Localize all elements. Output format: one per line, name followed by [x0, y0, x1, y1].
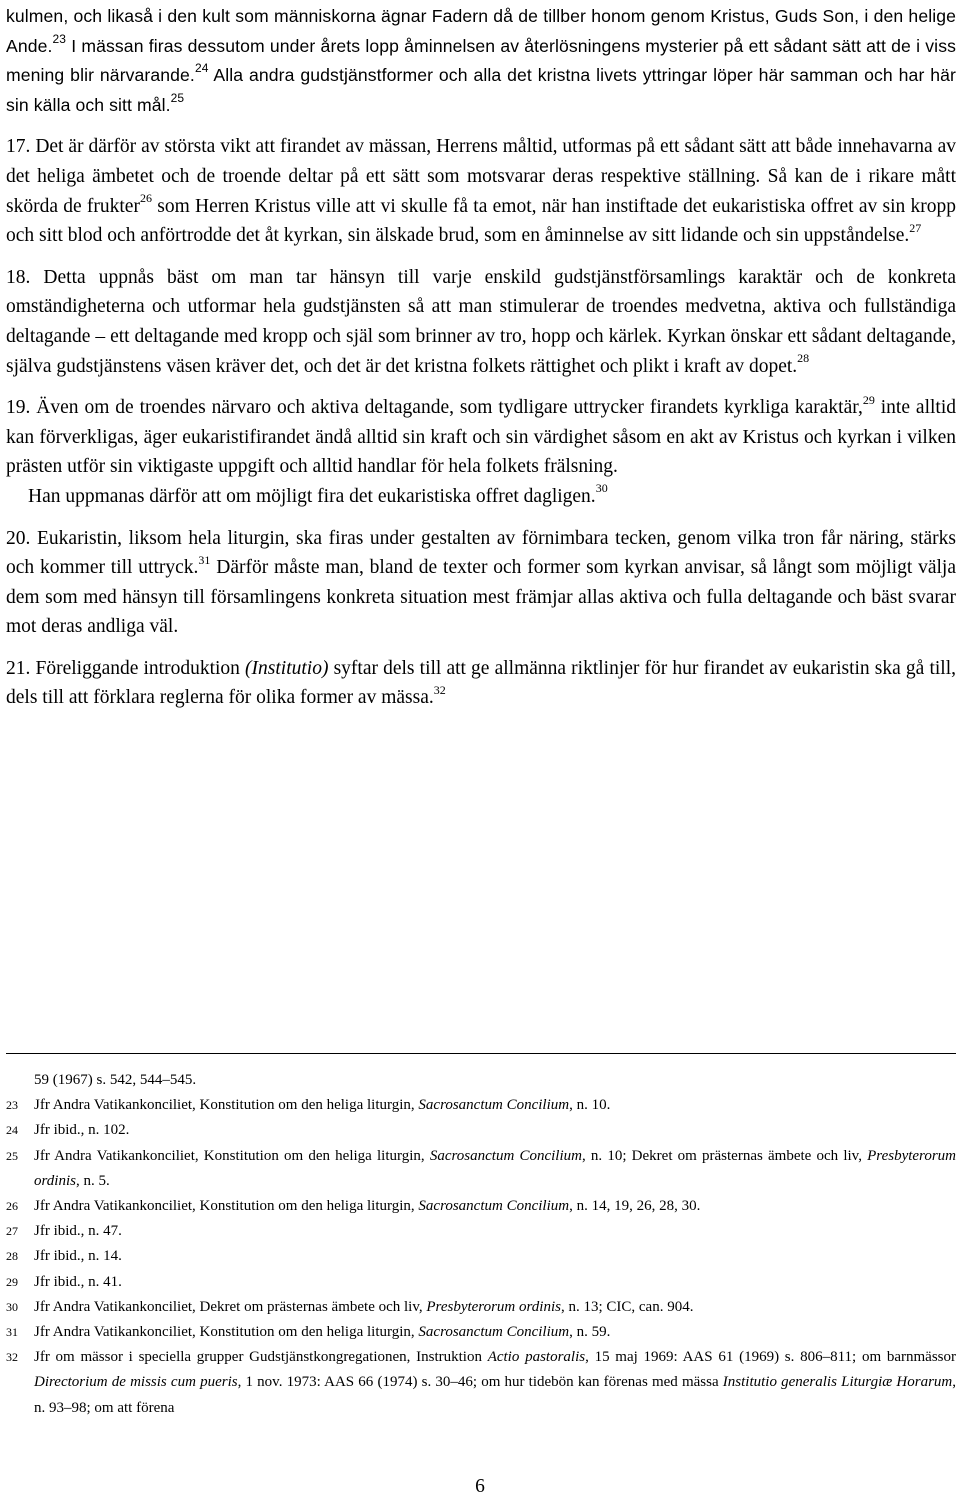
- italic-text: Sacrosanctum Concilium: [418, 1097, 570, 1114]
- footnote-text: [34, 1068, 956, 1093]
- footnote: [6, 1219, 956, 1244]
- footnote-text: [34, 1270, 956, 1295]
- paragraph-19-indent: [6, 482, 956, 512]
- text-run: 59 (1967) s. 542, 544–545.: [34, 1072, 197, 1088]
- footnote-text: [34, 1118, 956, 1143]
- text-run: , n. 13; CIC, can. 904.: [560, 1298, 694, 1315]
- footnote-number: 31: [6, 1325, 18, 1340]
- footnote-number: [6, 1068, 34, 1093]
- text-run: Jfr ibid., n. 41.: [34, 1273, 122, 1290]
- footnote-number: 23: [6, 1098, 18, 1113]
- paragraph-17: [6, 132, 956, 250]
- text-run: Jfr Andra Vatikankonciliet, Dekret om prästernas ämbete och liv,: [34, 1298, 427, 1315]
- footnote-ref: 29: [862, 392, 875, 407]
- footnote: [6, 1118, 956, 1143]
- footnote-ref: 31: [198, 552, 211, 567]
- footnote-number: 30: [6, 1299, 18, 1314]
- footnote-text: [34, 1244, 956, 1269]
- text-run: 21. Föreliggande introduktion: [6, 657, 246, 679]
- text-run: , 15 maj 1969: AAS 61 (1969) s. 806–811; om barnmässor: [585, 1349, 957, 1366]
- text-run: Jfr Andra Vatikankonciliet, Konstitution om den heliga liturgin,: [34, 1324, 419, 1341]
- paragraph-16-cont: [6, 2, 956, 120]
- text-run: , n. 10; Dekret om prästernas ämbete och liv,: [581, 1147, 868, 1164]
- text-run: 17. Det är därför av största vikt att firandet av mässan, Herrens måltid, utformas på ett sådant sätt att både innehavarna av det heliga ämbetet och de troende deltar på ett sätt som motsvarar deras respektive ställning.: [6, 136, 956, 187]
- footnote: [6, 1068, 956, 1093]
- footnote-number: 29: [6, 1274, 18, 1289]
- footnote-ref: 32: [433, 682, 446, 697]
- italic-text: Directorium de missis cum pueris: [34, 1374, 238, 1391]
- paragraph-19: [6, 393, 956, 482]
- footnote: [6, 1244, 956, 1269]
- footnote-text: [34, 1345, 956, 1421]
- footnote-text: [34, 1320, 956, 1345]
- italic-text: Institutio generalis Liturgiæ Horarum: [722, 1374, 953, 1391]
- text-run: Jfr om mässor i speciella grupper Gudstjänstkongregationen, Instruktion: [34, 1349, 488, 1366]
- italic-text: Sacrosanctum Concilium: [418, 1324, 570, 1341]
- text-run: Jfr Andra Vatikankonciliet, Konstitution om den heliga liturgin,: [34, 1097, 419, 1114]
- footnote-ref: 30: [595, 481, 608, 496]
- main-text: [6, 2, 956, 713]
- text-run: 18. Detta uppnås bäst om man tar hänsyn till varje enskild gudstjänstförsamlings karaktär och de konkreta omständigheterna och utformar hela gudstjänsten så att man stimulerar de troendes medvetna, aktiva och fullständiga deltagande – ett deltagande med kropp och själ som brinner av tro, hopp och kärlek. Kyrkan önskar ett sådant deltagande, själva gudstjänstens väsen kräver det, och det är det kristna folkets rättighet och plikt i kraft av dopet.: [6, 266, 956, 377]
- text-run: Jfr ibid., n. 14.: [34, 1248, 122, 1265]
- text-run: Jfr ibid., n. 102.: [34, 1122, 130, 1139]
- footnote-ref: 26: [139, 191, 152, 206]
- footnote-text: [34, 1093, 956, 1118]
- text-run: syftar dels till att ge allmänna riktlinjer för hur firandet av eukaristin ska gå till, dels till att förklara reglerna för olika former av mässa.: [6, 657, 956, 709]
- italic-text: Sacrosanctum Concilium: [429, 1147, 582, 1164]
- text-run: Han uppmanas därför att om möjligt fira det eukaristiska offret dagligen.: [28, 485, 596, 507]
- footnote-number: 32: [6, 1350, 18, 1365]
- italic-text: Sacrosanctum Concilium: [418, 1198, 570, 1215]
- text-run: Jfr Andra Vatikankonciliet, Konstitution om den heliga liturgin,: [34, 1147, 430, 1164]
- text-run: , n. 93–98; om att förena: [34, 1374, 956, 1416]
- footnote-text: [34, 1295, 956, 1320]
- footnote-number: 26: [6, 1199, 18, 1214]
- italic-text: Actio pastoralis: [487, 1349, 586, 1366]
- text-run: , 1 nov. 1973: AAS 66 (1974) s. 30–46; om hur tidebön kan förenas med mässa: [237, 1374, 723, 1391]
- footnote-ref: 27: [909, 220, 922, 235]
- text-run: , n. 10.: [569, 1097, 611, 1114]
- text-run: , n. 5.: [75, 1172, 110, 1189]
- footnote-ref: 23: [52, 31, 67, 46]
- italic-text: (Institutio): [245, 657, 329, 679]
- paragraph-18: [6, 263, 956, 381]
- footnote: [6, 1093, 956, 1118]
- text-run: som Herren Kristus ville att vi skulle få ta emot, när han instiftade det eukaristiska offret av sin kropp och sitt blod och anförtrodde det åt kyrkan, sin älskade brud, som en åminnelse av sitt lidande och sin uppståndelse.: [6, 195, 956, 247]
- text-run: , n. 14, 19, 26, 28, 30.: [569, 1198, 701, 1215]
- paragraph-21: [6, 654, 956, 713]
- footnote-ref: 28: [797, 351, 810, 366]
- footnote-text: [34, 1219, 956, 1244]
- text-run: Jfr ibid., n. 47.: [34, 1223, 122, 1240]
- text-run: 20. Eukaristin, liksom hela liturgin, ska firas under gestalten av förnimbara tecken, genom vilka tron får näring, stärks och kommer till uttryck.: [6, 527, 956, 579]
- footnote-separator: [6, 1053, 956, 1054]
- footnote-number: 27: [6, 1224, 18, 1239]
- footnotes: [6, 1068, 956, 1421]
- footnote-text: [34, 1194, 956, 1219]
- footnote: [6, 1320, 956, 1345]
- footnote-number: 28: [6, 1249, 18, 1264]
- footnote-text: [34, 1144, 956, 1194]
- text-run: Så kan de i rikare mått skörda de frukter: [6, 165, 956, 217]
- text-run: , n. 59.: [569, 1324, 611, 1341]
- paragraph-20: [6, 524, 956, 642]
- footnote: [6, 1345, 956, 1421]
- footnote: [6, 1295, 956, 1320]
- italic-text: Presbyterorum ordinis: [34, 1147, 956, 1189]
- text-run: kulmen, och likaså i den kult som människorna ägnar Fadern då de tillber honom genom Kristus, Guds Son, i den helige Ande.: [6, 6, 956, 56]
- text-run: Därför måste man, bland de texter och former som kyrkan anvisar, så långt som möjligt välja dem som med hänsyn till församlingens konkreta situation mest främjar allas aktiva och fulla deltagande och bäst svarar mot deras andliga väl.: [6, 557, 956, 638]
- text-run: Alla andra gudstjänstformer och alla det kristna livets yttringar löper här samman och har här sin källa och sitt mål.: [6, 65, 957, 115]
- footnote: [6, 1144, 956, 1194]
- footnote: [6, 1270, 956, 1295]
- footnote-ref: 25: [170, 90, 185, 105]
- footnote-number: 25: [6, 1148, 18, 1163]
- footnote-ref: 24: [194, 61, 209, 76]
- page-number: 6: [475, 1476, 485, 1497]
- footnote: [6, 1194, 956, 1219]
- text-run: Jfr Andra Vatikankonciliet, Konstitution om den heliga liturgin,: [34, 1198, 419, 1215]
- italic-text: Presbyterorum ordinis: [426, 1298, 561, 1315]
- text-run: 19. Även om de troendes närvaro och aktiva deltagande, som tydligare uttrycker firandets kyrkliga karaktär,: [6, 397, 863, 419]
- text-run: I mässan firas dessutom under årets lopp åminnelsen av återlösningens mysterier på ett sådant sätt att de i viss mening blir närvarande.: [6, 35, 956, 86]
- text-run: inte alltid kan förverkligas, äger eukaristifirandet ändå alltid sin kraft och sin värdighet såsom en akt av Kristus och kyrkan i vilken prästen utför sin viktigaste uppgift och alltid handlar för hela folkets frälsning.: [6, 397, 956, 478]
- footnote-number: 24: [6, 1123, 18, 1138]
